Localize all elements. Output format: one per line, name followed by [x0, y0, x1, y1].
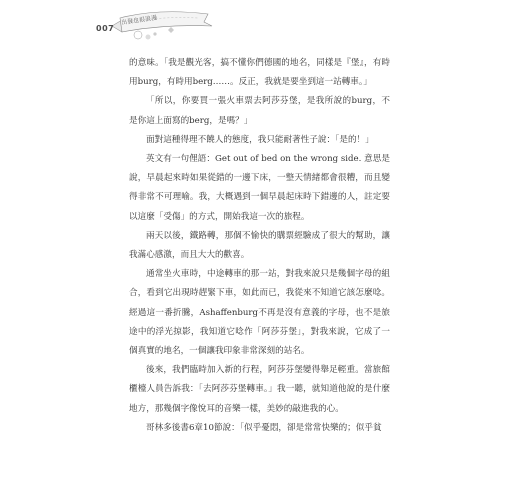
- paragraph-7: 後來，我們臨時加入新的行程，阿莎芬堡變得舉足輕重。當旅館櫃檯人員告訴我：「去阿莎芬堡轉車。」我一聽，就知道他說的是什麼地方，那幾個字像悅耳的音樂一樣，美妙的敲進我的心。: [129, 365, 390, 414]
- section-tag: 出發也很浪漫: [120, 14, 158, 27]
- paragraph-8: 哥林多後書6章10節說：「似乎憂悶，卻是常常快樂的；似乎貧: [146, 422, 382, 433]
- page-number: 007: [96, 24, 115, 33]
- paragraph-2: 「所以，你要買一張火車票去阿莎芬堡，是我所說的burg，不是你這上面寫的berg，是嗎？」: [129, 96, 390, 126]
- article-body: [129, 54, 390, 438]
- paragraph-3: 面對這種得理不饒人的態度，我只能耐著性子說：「是的！」: [146, 134, 374, 145]
- paragraph-6: 通常坐火車時，中途轉車的那一站，對我來說只是幾個字母的組合，看到它出現時趕緊下車，如此而已，我從來不知道它該怎麼唸。經過這一番折騰，Ashaffenburg不再是沒有意義的字母，也不是旅途中的浮光掠影，我知道它唸作「阿莎芬堡」，對我來說，它成了一個真實的地名，一個讓我印象非常深刻的站名。: [129, 269, 390, 357]
- paragraph-5: 兩天以後，鐵路轉，那個不愉快的購票經驗成了很大的幫助，讓我滿心感激，而且大大的歡喜。: [129, 230, 390, 261]
- paragraph-1: 的意味。「我是觀光客，搞不懂你們德國的地名，同樣是『堡』，有時用burg，有時用berg……。反正，我就是要坐到這一站轉車。」: [129, 58, 390, 88]
- paragraph-4: 英文有一句俚語：Get out of bed on the wrong side. 意思是說，早晨起來時如果從錯的一邊下床，一整天情緒都會很糟，而且變得非常不可理喻。我，大概遇到一個早晨起床時下錯邊的人，註定要以這麼「受傷」的方式，開始我這一次的旅程。: [129, 154, 390, 222]
